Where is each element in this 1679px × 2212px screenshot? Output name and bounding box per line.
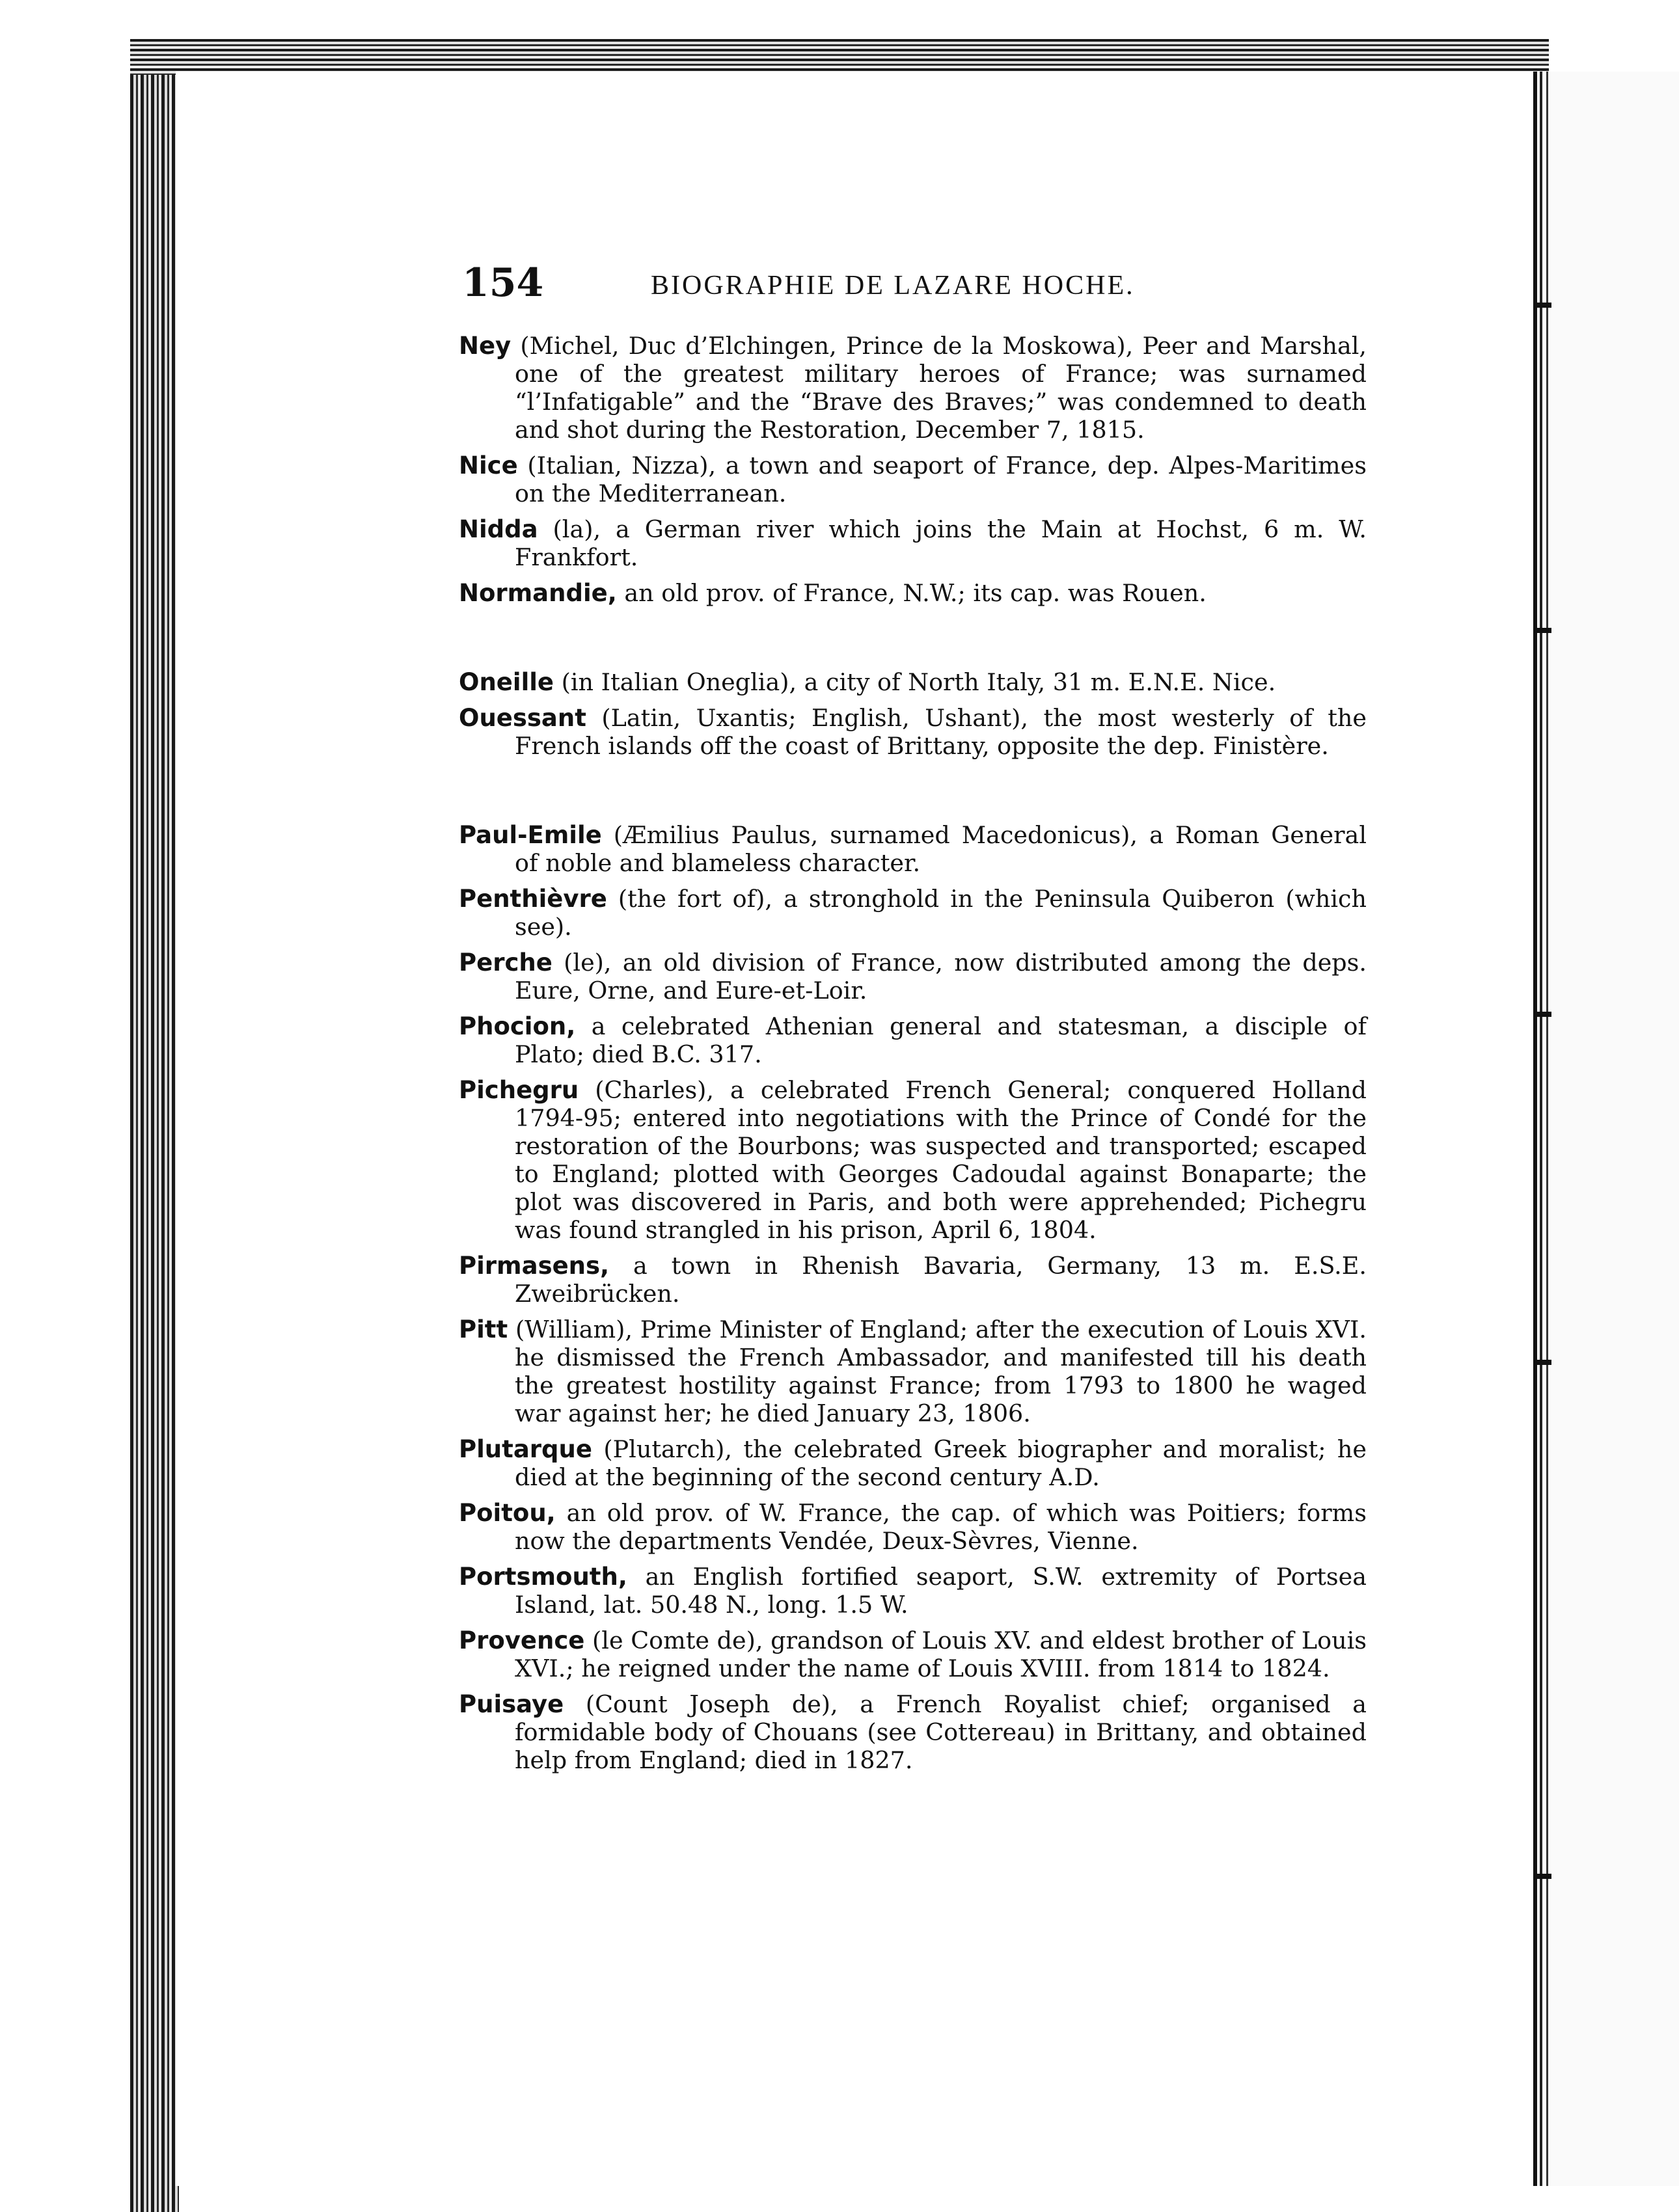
glossary-entry bbox=[459, 1499, 1367, 1555]
glossary-entry bbox=[459, 515, 1367, 571]
facing-page bbox=[1546, 72, 1679, 2186]
glossary-entry bbox=[459, 1435, 1367, 1491]
entry-definition: a town in Rhenish Bavaria, Germany, 13 m. E.S.E. Zweibrücken. bbox=[515, 1252, 1367, 1308]
glossary-entry bbox=[459, 1315, 1367, 1427]
entry-term: Ney bbox=[459, 332, 512, 360]
glossary-entries bbox=[459, 332, 1367, 1782]
glossary-entry bbox=[459, 1252, 1367, 1308]
entry-term: Pichegru bbox=[459, 1076, 579, 1104]
entry-definition: an old prov. of W. France, the cap. of which was Poitiers; forms now the departments Vendée, Deux-Sèvres, Vienne. bbox=[515, 1499, 1367, 1555]
entry-term: Plutarque bbox=[459, 1435, 592, 1463]
glossary-entry bbox=[459, 1012, 1367, 1068]
glossary-entry bbox=[459, 668, 1367, 696]
entry-term: Perche bbox=[459, 949, 553, 977]
running-title: BIOGRAPHIE DE LAZARE HOCHE. bbox=[651, 271, 1135, 301]
entry-definition: (Latin, Uxantis; English, Ushant), the most westerly of the French islands off the coast of Brittany, opposite the dep. Finistère. bbox=[515, 704, 1367, 760]
entry-term: Pitt bbox=[459, 1315, 508, 1343]
glossary-entry bbox=[459, 1626, 1367, 1682]
entry-term: Oneille bbox=[459, 668, 554, 696]
entry-definition: an English fortified seaport, S.W. extremity of Portsea Island, lat. 50.48 N., long. 1.5 W. bbox=[515, 1563, 1367, 1619]
entry-definition: (Charles), a celebrated French General; conquered Holland 1794-95; entered into negotiations with the Prince of Condé for the restoration of the Bourbons; was suspected and transported; escaped to England; plotted with Georges Cadoudal against Bonaparte; the plot was discovered in Paris, and both were apprehended; Pichegru was found strangled in his prison, April 6, 1804. bbox=[515, 1076, 1367, 1244]
entry-term: Penthièvre bbox=[459, 885, 607, 913]
entry-definition: (the fort of), a stronghold in the Peninsula Quiberon (which see). bbox=[515, 885, 1367, 941]
binding-mark bbox=[1537, 303, 1551, 308]
entry-definition: (Count Joseph de), a French Royalist chief; organised a formidable body of Chouans (see Cottereau) in Brittany, and obtained help from England; died in 1827. bbox=[515, 1690, 1367, 1774]
entry-term: Nice bbox=[459, 452, 518, 479]
entry-term: Ouessant bbox=[459, 704, 586, 732]
entry-definition: (William), Prime Minister of England; after the execution of Louis XVI. he dismissed the French Ambassador, and manifested till his death the greatest hostility against France; from 1793 to 1800 he waged war against her; he died January 23, 1806. bbox=[508, 1315, 1367, 1427]
section-p bbox=[459, 821, 1367, 1774]
book-page-edges bbox=[130, 46, 179, 2212]
section-o bbox=[459, 668, 1367, 760]
binding-mark bbox=[1537, 628, 1551, 633]
entry-term: Provence bbox=[459, 1626, 585, 1654]
entry-definition: (Plutarch), the celebrated Greek biographer and moralist; he died at the beginning of the second century A.D. bbox=[515, 1435, 1367, 1491]
page-gutter bbox=[1528, 72, 1546, 2186]
entry-definition: (Æmilius Paulus, surnamed Macedonicus), a Roman General of noble and blameless character. bbox=[515, 821, 1367, 877]
glossary-entry bbox=[459, 1563, 1367, 1619]
entry-term: Pirmasens, bbox=[459, 1252, 610, 1280]
entry-definition: (la), a German river which joins the Main at Hochst, 6 m. W. Frankfort. bbox=[515, 515, 1367, 571]
entry-term: Puisaye bbox=[459, 1690, 564, 1718]
entry-term: Portsmouth, bbox=[459, 1563, 627, 1591]
glossary-entry bbox=[459, 821, 1367, 877]
glossary-entry bbox=[459, 1076, 1367, 1244]
entry-definition: (Michel, Duc d’Elchingen, Prince de la Moskowa), Peer and Marshal, one of the greatest military heroes of France; was surnamed “l’Infatigable” and the “Brave des Braves;” was condemned to death and shot during the Restoration, December 7, 1815. bbox=[511, 332, 1367, 444]
glossary-entry bbox=[459, 579, 1367, 607]
entry-definition: a celebrated Athenian general and statesman, a disciple of Plato; died B.C. 317. bbox=[515, 1012, 1367, 1068]
glossary-entry bbox=[459, 885, 1367, 941]
entry-definition: an old prov. of France, N.W.; its cap. was Rouen. bbox=[616, 579, 1207, 607]
binding-mark bbox=[1537, 1360, 1551, 1365]
page-number: 154 bbox=[462, 260, 544, 306]
entry-definition: (le), an old division of France, now distributed among the deps. Eure, Orne, and Eure-et-Loir. bbox=[515, 949, 1367, 1005]
section-n bbox=[459, 332, 1367, 607]
glossary-entry bbox=[459, 704, 1367, 760]
entry-definition: (in Italian Oneglia), a city of North Italy, 31 m. E.N.E. Nice. bbox=[554, 668, 1276, 696]
glossary-entry bbox=[459, 452, 1367, 507]
glossary-entry bbox=[459, 1690, 1367, 1774]
section-gap bbox=[459, 768, 1367, 821]
entry-term: Paul-Emile bbox=[459, 821, 602, 849]
glossary-entry bbox=[459, 949, 1367, 1005]
binding-mark bbox=[1537, 1012, 1551, 1017]
entry-definition: (le Comte de), grandson of Louis XV. and eldest brother of Louis XVI.; he reigned under the name of Louis XVIII. from 1814 to 1824. bbox=[515, 1626, 1367, 1682]
entry-term: Phocion, bbox=[459, 1012, 576, 1040]
entry-term: Nidda bbox=[459, 515, 538, 543]
entry-definition: (Italian, Nizza), a town and seaport of France, dep. Alpes-Maritimes on the Mediterranean. bbox=[515, 452, 1367, 507]
entry-term: Normandie, bbox=[459, 579, 617, 607]
glossary-entry bbox=[459, 332, 1367, 444]
entry-term: Poitou, bbox=[459, 1499, 556, 1527]
section-gap bbox=[459, 615, 1367, 668]
book-top-edges bbox=[130, 39, 1549, 75]
binding-mark bbox=[1537, 1874, 1551, 1879]
